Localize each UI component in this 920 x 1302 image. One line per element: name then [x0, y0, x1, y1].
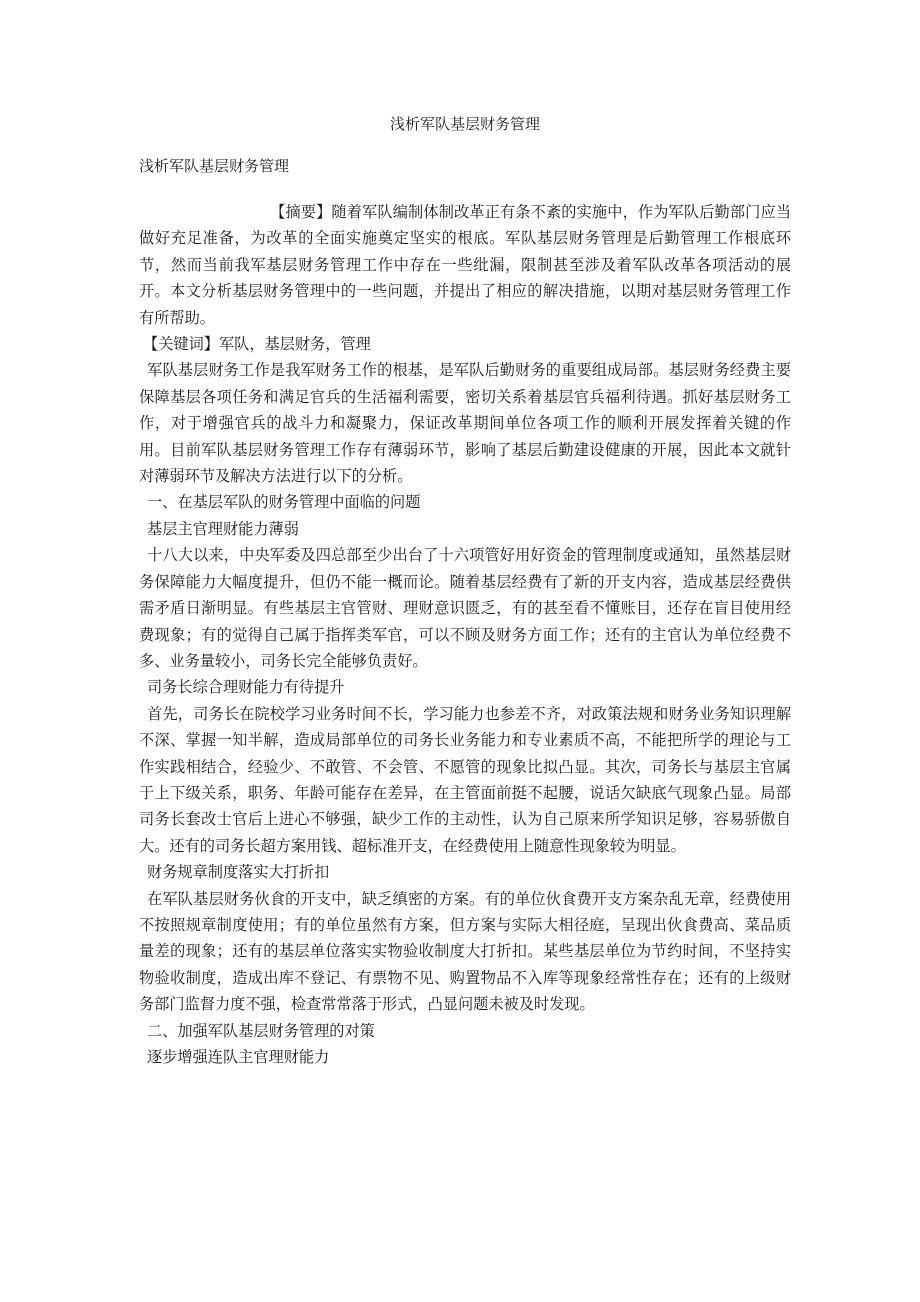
subheading-regulations: 财务规章制度落实大打折扣 [147, 863, 330, 882]
document-subtitle: 浅析军队基层财务管理 [139, 157, 290, 175]
abstract-text: 【摘要】随着军队编制体制改革正有条不紊的实施中，作为军队后勤部门应当做好充足准备，为改革的全面实施奠定坚实的根底。军队基层财务管理是后勤管理工作根底环节，然而当前我军基层财务管理工作中存在一些纰漏，限制甚至涉及着军队改革各项活动的展开。本文分析基层财务管理中的一些问题，并提出了相应的解决措施，以期对基层财务管理工作有所帮助。 [139, 203, 791, 327]
quartermaster-text: 首先，司务长在院校学习业务时间不长，学习能力也参差不齐，对政策法规和财务业务知识理解不深、掌握一知半解，造成局部单位的司务长业务能力和专业素质不高，不能把所学的理论与工作实践相结合，经验少、不敢管、不会管、不愿管的现象比拟凸显。其次，司务长与基层主官属于上下级关系，职务、年龄可能存在差异，在主管面前挺不起腰，说话欠缺底气现象凸显。局部司务长套改士官后上进心不够强，缺少工作的主动性，认为自己原来所学知识足够，容易骄傲自大。还有的司务长超方案用钱、超标准开支，在经费使用上随意性现象较为明显。 [139, 704, 791, 855]
keywords-line: 【关键词】军队，基层财务，管理 [143, 335, 371, 354]
document-page [139, 112, 791, 1070]
subheading-quartermaster: 司务长综合理财能力有待提升 [147, 678, 345, 697]
subheading-commander-finance: 基层主官理财能力薄弱 [147, 519, 299, 538]
document-title: 浅析军队基层财务管理 [389, 115, 540, 133]
intro-paragraph [139, 357, 791, 489]
abstract-paragraph [139, 199, 791, 331]
commander-finance-text: 十八大以来，中央军委及四总部至少出台了十六项管好用好资金的管理制度或通知，虽然基层财务保障能力大幅度提升，但仍不能一概而论。随着基层经费有了新的开支内容，造成基层经费供需矛盾日渐明显。有些基层主官管财、理财意识匮乏，有的甚至看不懂账目，还存在盲目使用经费现象；有的觉得自己属于指挥类军官，可以不顾及财务方面工作；还有的主官认为单位经费不多、业务量较小，司务长完全能够负责好。 [139, 546, 791, 670]
subheading-strengthen-commander: 逐步增强连队主官理财能力 [147, 1048, 330, 1066]
section-heading-problems: 一、在基层军队的财务管理中面临的问题 [147, 493, 421, 512]
quartermaster-paragraph [139, 701, 791, 859]
section-heading-measures: 二、加强军队基层财务管理的对策 [147, 1021, 375, 1040]
regulations-text: 在军队基层财务伙食的开支中，缺乏缜密的方案。有的单位伙食费开支方案杂乱无章，经费使用不按照规章制度使用；有的单位虽然有方案，但方案与实际大相径庭，呈现出伙食费高、菜品质量差的现象；还有的基层单位落实实物验收制度大打折扣。某些基层单位为节约时间，不坚持实物验收制度，造成出库不登记、有票物不见、购置物品不入库等现象经常性存在；还有的上级财务部门监督力度不强，检查常常落于形式，凸显问题未被及时发现。 [139, 889, 791, 1014]
commander-finance-paragraph [139, 542, 791, 674]
regulations-paragraph [139, 886, 791, 1018]
intro-text: 军队基层财务工作是我军财务工作的根基，是军队后勤财务的重要组成局部。基层财务经费主要保障基层各项任务和满足官兵的生活福利需要，密切关系着基层官兵福利待遇。抓好基层财务工作，对于增强官兵的战斗力和凝聚力，保证改革期间单位各项工作的顺利开展发挥着关键的作用。目前军队基层财务管理工作存有薄弱环节，影响了基层后勤建设健康的开展，因此本文就针对薄弱环节及解决方法进行以下的分析。 [139, 361, 791, 486]
